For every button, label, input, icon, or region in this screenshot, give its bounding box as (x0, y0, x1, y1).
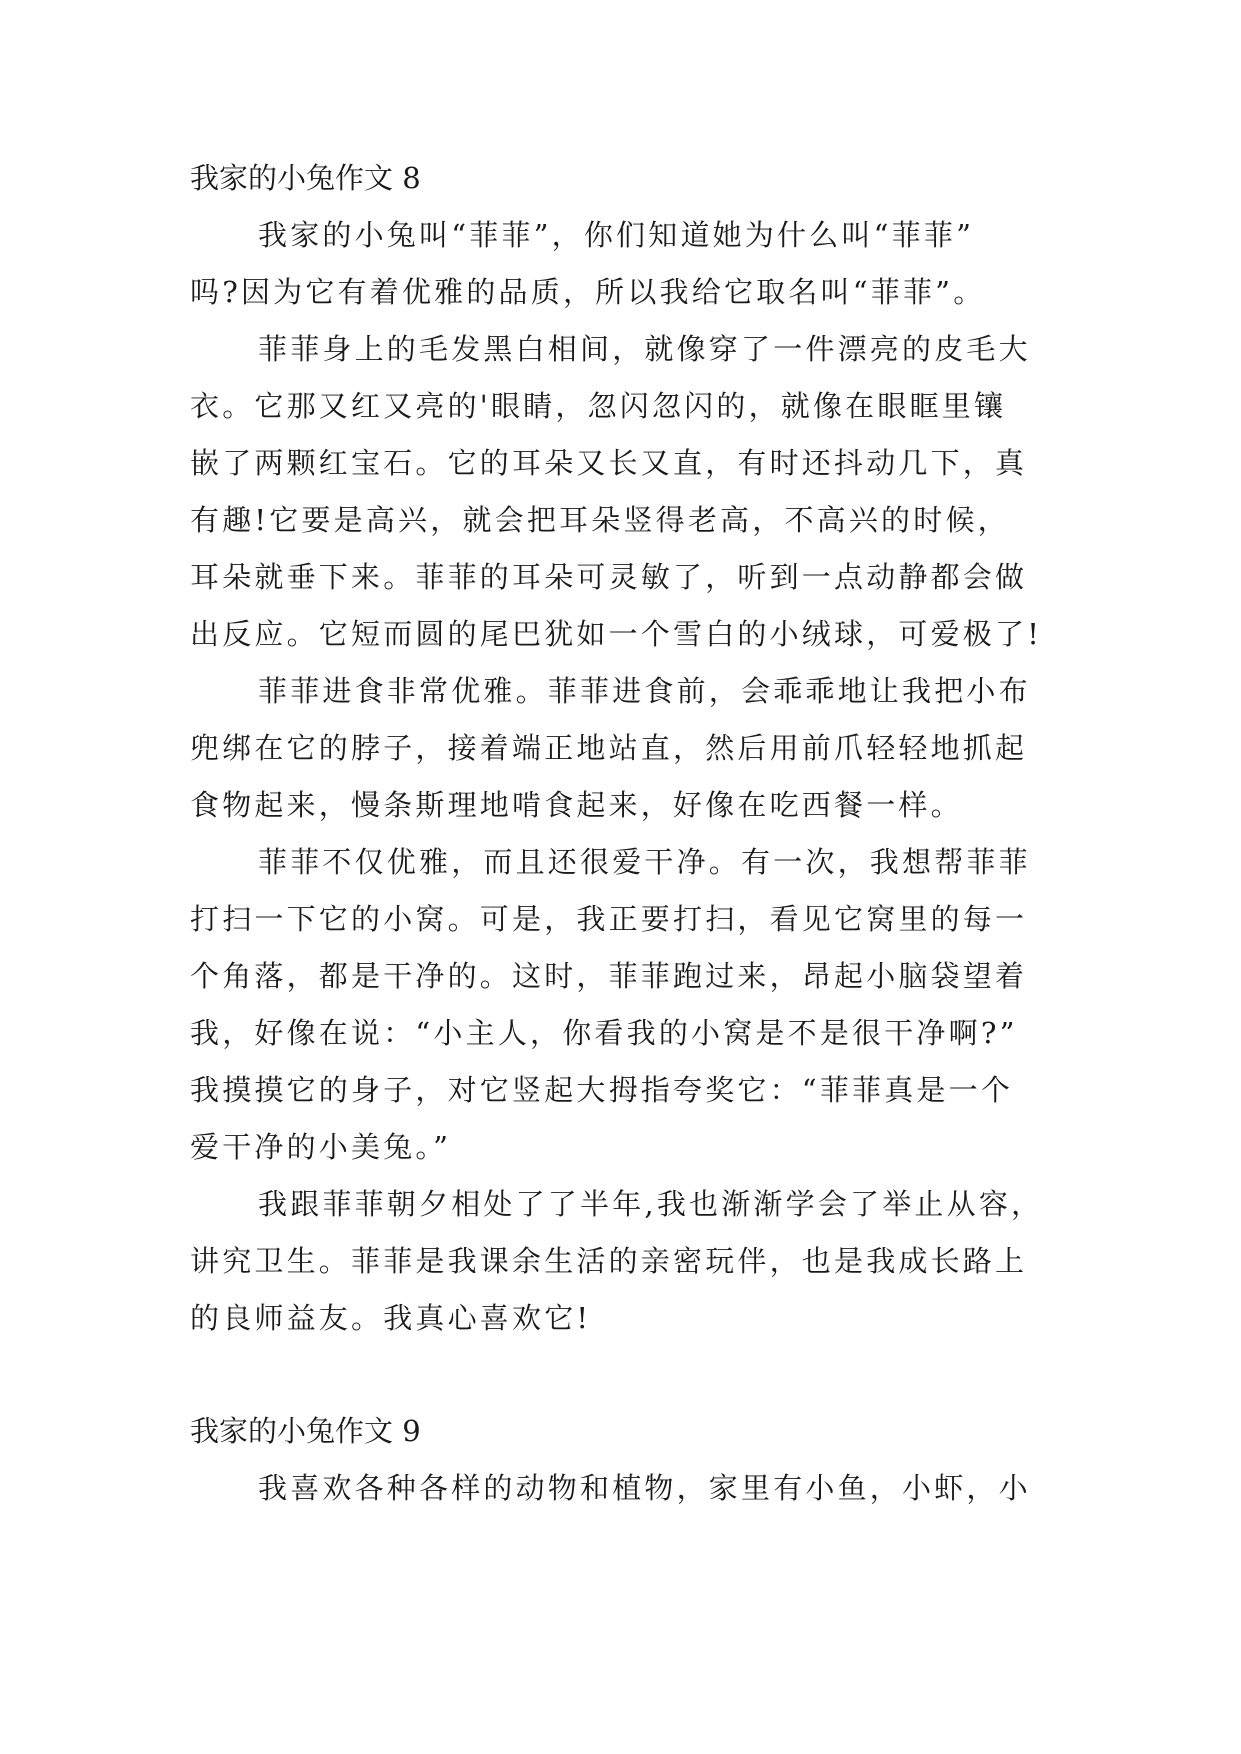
text-line: 我，好像在说：“小主人，你看我的小窝是不是很干净啊?” (190, 1016, 1018, 1050)
paragraph-3 (190, 673, 1050, 824)
text-line: 耳朵就垂下来。菲菲的耳朵可灵敏了，听到一点动静都会做 (190, 560, 1028, 594)
text-line: 我家的小兔叫“菲菲”，你们知道她为什么叫“菲菲” (258, 218, 975, 252)
text-line: 讲究卫生。菲菲是我课余生活的亲密玩伴，也是我成长路上 (190, 1244, 1028, 1278)
text-line: 食物起来，慢条斯理地啃食起来，好像在吃西餐一样。 (190, 788, 963, 822)
paragraph-4 (190, 844, 1050, 1166)
section-title-9: 我家的小兔作文 9 (190, 1414, 421, 1448)
section-title-8: 我家的小兔作文 8 (190, 161, 421, 195)
text-line: 我摸摸它的身子，对它竖起大拇指夸奖它：“菲菲真是一个 (190, 1073, 1014, 1107)
text-line: 我跟菲菲朝夕相处了了半年,我也渐渐学会了举止从容， (258, 1187, 1044, 1221)
text-line: 出反应。它短而圆的尾巴犹如一个雪白的小绒球，可爱极了! (190, 617, 1043, 651)
text-line: 菲菲进食非常优雅。菲菲进食前，会乖乖地让我把小布 (258, 674, 1031, 708)
paragraph-2 (190, 331, 1050, 653)
text-line: 菲菲身上的毛发黑白相间，就像穿了一件漂亮的皮毛大 (258, 332, 1031, 366)
text-line: 爱干净的小美兔。” (190, 1130, 452, 1164)
text-line: 个角落，都是干净的。这时，菲菲跑过来，昂起小脑袋望着 (190, 959, 1028, 993)
text-line: 的良师益友。我真心喜欢它! (190, 1301, 592, 1335)
document-page (190, 160, 1050, 1507)
paragraph-1 (190, 217, 1050, 311)
text-line: 兜绑在它的脖子，接着端正地站直，然后用前爪轻轻地抓起 (190, 731, 1028, 765)
text-line: 衣。它那又红又亮的'眼睛，忽闪忽闪的，就像在眼眶里镶 (190, 389, 1007, 423)
text-line: 我喜欢各种各样的动物和植物，家里有小鱼，小虾，小 (258, 1471, 1031, 1505)
text-line: 嵌了两颗红宝石。它的耳朵又长又直，有时还抖动几下，真 (190, 446, 1028, 480)
text-line: 打扫一下它的小窝。可是，我正要打扫，看见它窝里的每一 (190, 902, 1028, 936)
paragraph-6 (190, 1470, 1050, 1507)
text-line: 有趣!它要是高兴，就会把耳朵竖得老高，不高兴的时候， (190, 503, 1010, 537)
text-line: 吗?因为它有着优雅的品质，所以我给它取名叫“菲菲”。 (190, 275, 986, 309)
text-line: 菲菲不仅优雅，而且还很爱干净。有一次，我想帮菲菲 (258, 845, 1031, 879)
paragraph-5 (190, 1186, 1050, 1337)
